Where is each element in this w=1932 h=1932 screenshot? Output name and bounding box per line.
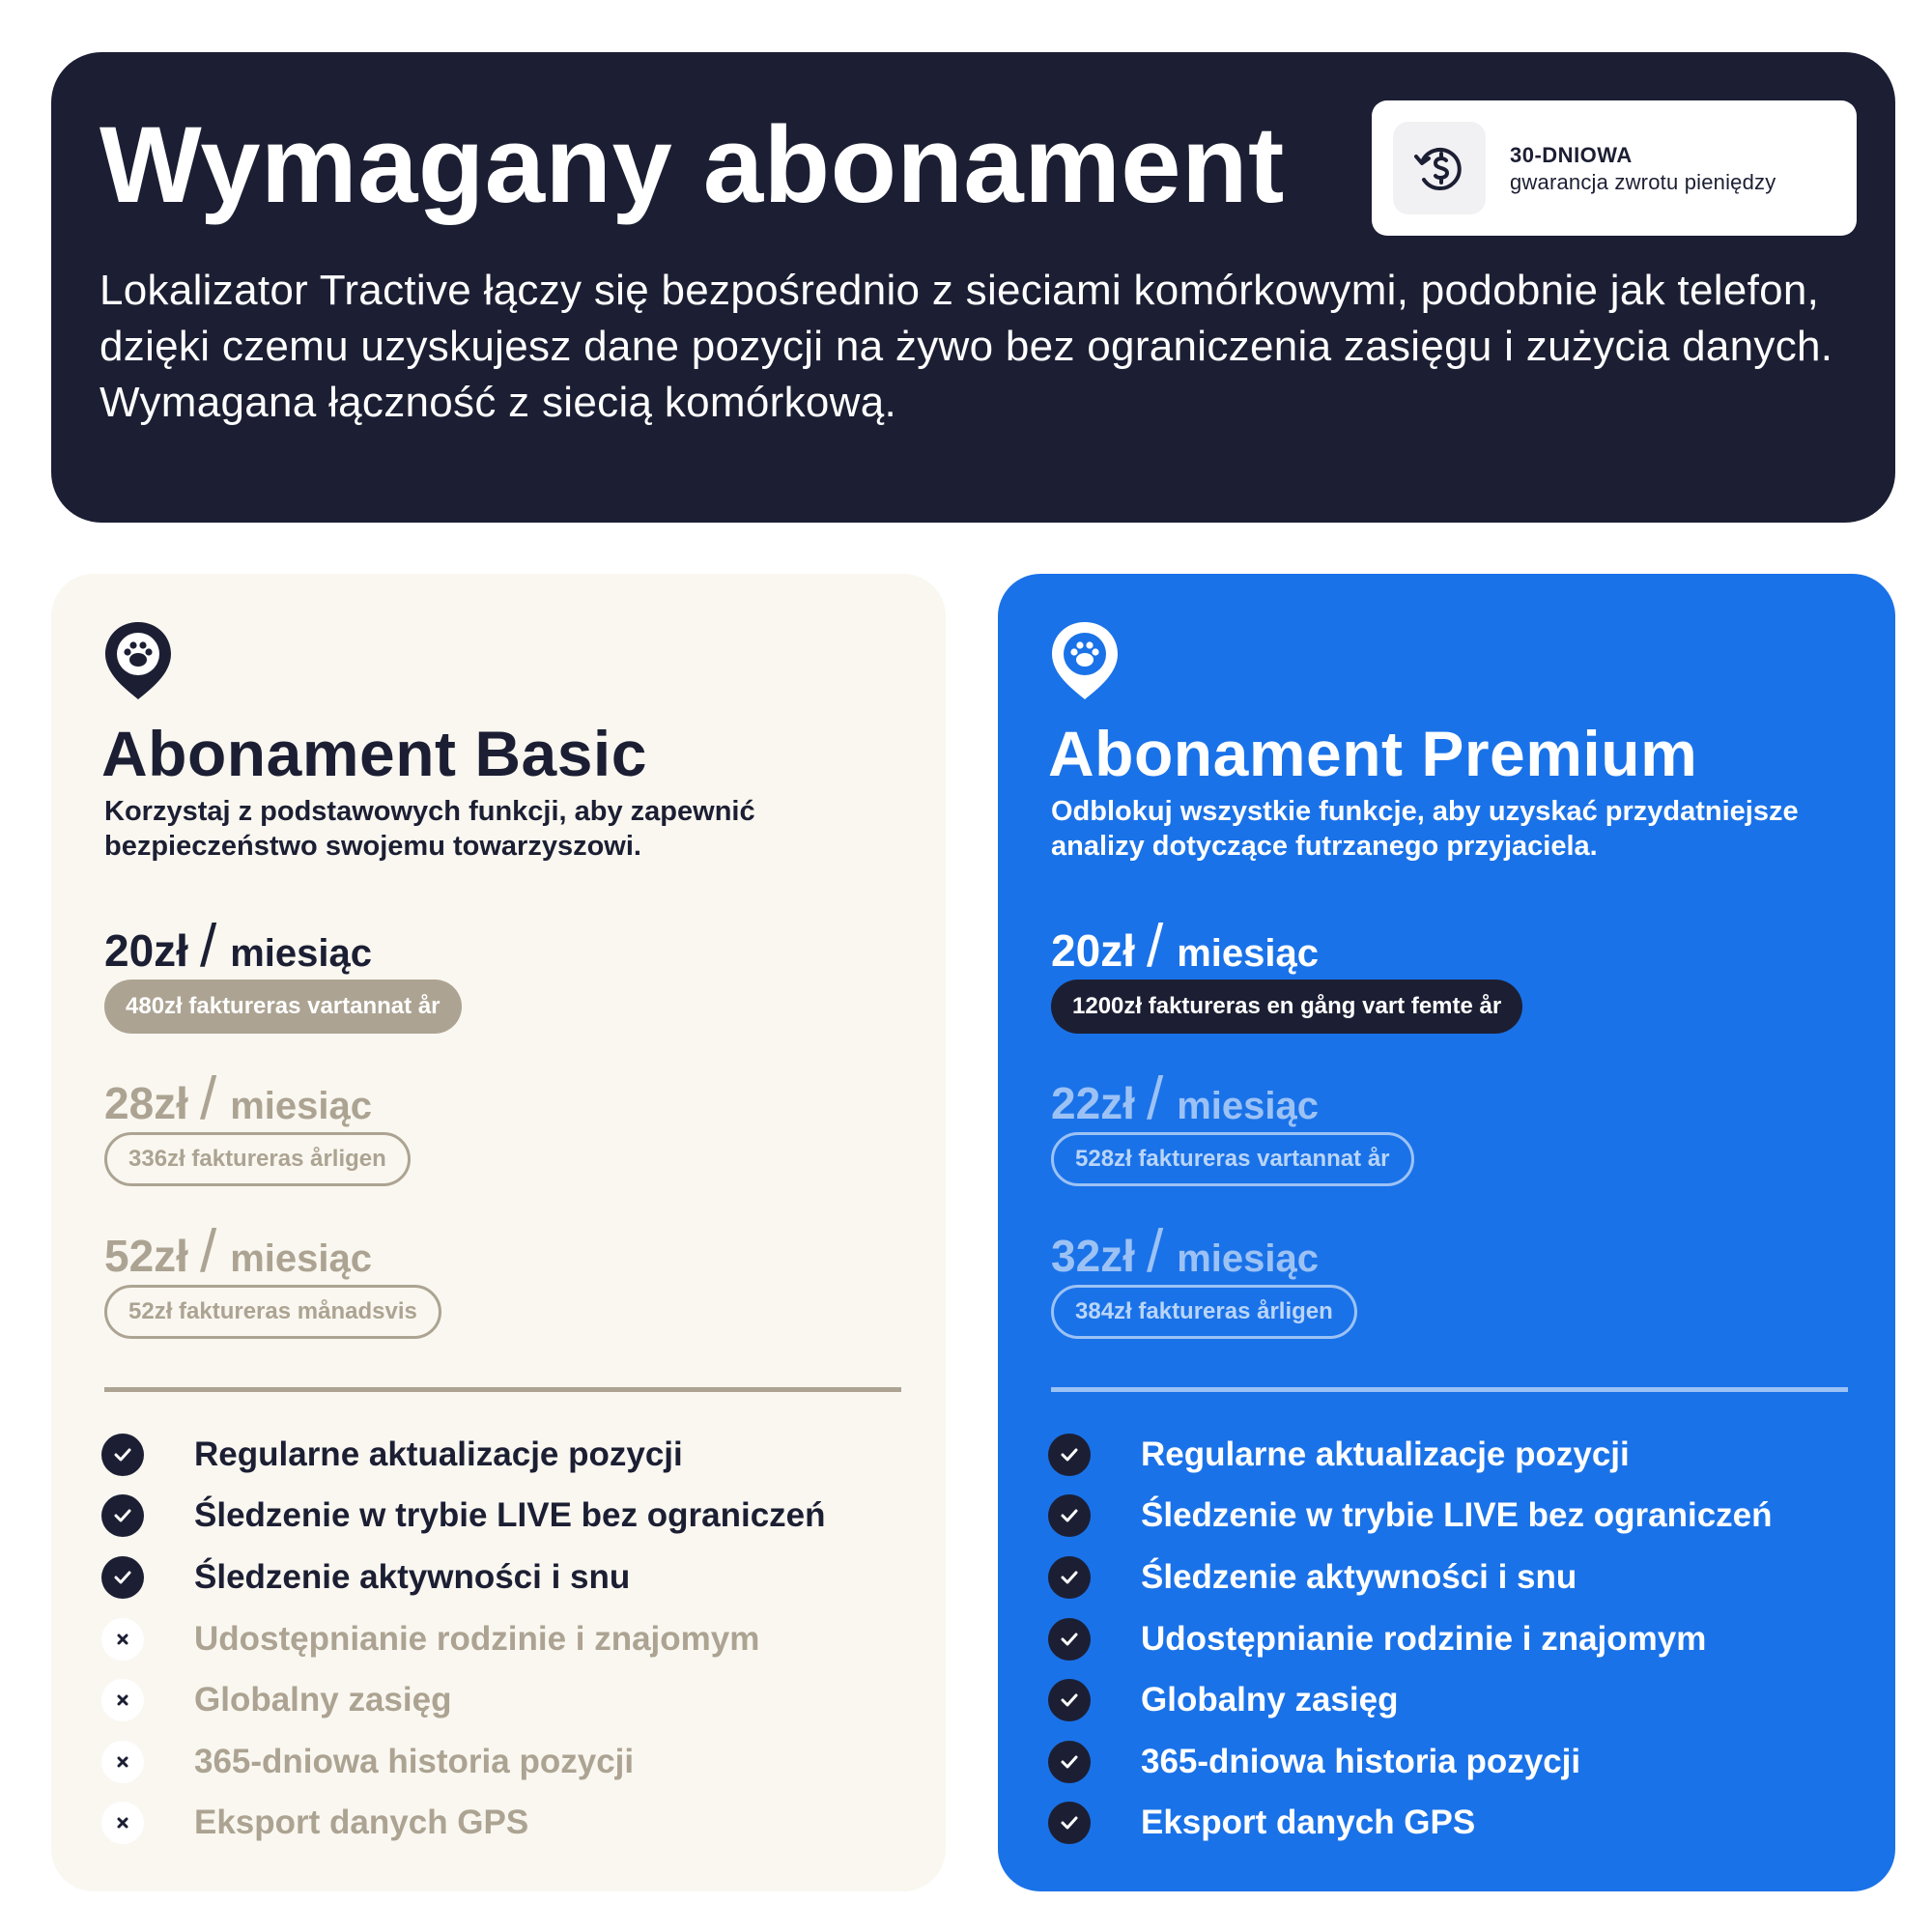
price-period: miesiąc bbox=[1177, 932, 1319, 975]
feature-label: Regularne aktualizacje pozycji bbox=[1141, 1435, 1630, 1473]
price-amount: 20zł bbox=[104, 925, 188, 976]
price-option-2[interactable] bbox=[104, 1065, 372, 1133]
feature-item bbox=[101, 1424, 826, 1486]
plan-title: Abonament Basic bbox=[101, 718, 647, 789]
price-separator: / bbox=[1146, 913, 1164, 980]
feature-label: Śledzenie w trybie LIVE bez ograniczeń bbox=[194, 1496, 826, 1535]
feature-label: Eksport danych GPS bbox=[194, 1804, 529, 1842]
price-option-1[interactable] bbox=[1051, 912, 1319, 980]
price-separator: / bbox=[199, 913, 217, 980]
price-option-3[interactable] bbox=[104, 1217, 372, 1286]
feature-label: Śledzenie w trybie LIVE bez ograniczeń bbox=[1141, 1496, 1773, 1535]
feature-label: Globalny zasięg bbox=[1141, 1681, 1399, 1719]
price-option-1[interactable] bbox=[104, 912, 372, 980]
billing-pill[interactable]: 528zł faktureras vartannat år bbox=[1051, 1132, 1414, 1186]
check-icon bbox=[101, 1556, 144, 1599]
feature-item bbox=[101, 1608, 826, 1670]
feature-item bbox=[1048, 1486, 1773, 1548]
check-icon bbox=[1048, 1741, 1091, 1783]
feature-item bbox=[101, 1731, 826, 1793]
cross-icon bbox=[101, 1802, 144, 1844]
feature-label: Śledzenie aktywności i snu bbox=[194, 1557, 631, 1596]
price-option-2[interactable] bbox=[1051, 1065, 1319, 1133]
price-period: miesiąc bbox=[230, 1085, 372, 1127]
divider bbox=[104, 1387, 901, 1392]
cross-icon bbox=[101, 1679, 144, 1721]
check-icon bbox=[1048, 1434, 1091, 1476]
paw-location-pin-icon bbox=[1048, 618, 1122, 703]
price-amount: 32zł bbox=[1051, 1231, 1135, 1281]
plan-title: Abonament Premium bbox=[1048, 718, 1698, 789]
feature-item bbox=[1048, 1547, 1773, 1608]
check-icon bbox=[1048, 1618, 1091, 1661]
check-icon bbox=[1048, 1494, 1091, 1537]
plan-card-basic[interactable] bbox=[51, 574, 946, 1891]
feature-item bbox=[1048, 1608, 1773, 1670]
price-amount: 52zł bbox=[104, 1231, 188, 1281]
feature-label: 365-dniowa historia pozycji bbox=[194, 1742, 635, 1780]
billing-pill[interactable]: 480zł faktureras vartannat år bbox=[104, 980, 462, 1034]
feature-item bbox=[1048, 1731, 1773, 1793]
price-amount: 20zł bbox=[1051, 925, 1135, 976]
plan-card-premium[interactable] bbox=[998, 574, 1895, 1891]
feature-item bbox=[101, 1547, 826, 1608]
check-icon bbox=[1048, 1679, 1091, 1721]
divider bbox=[1051, 1387, 1848, 1392]
price-separator: / bbox=[1146, 1218, 1164, 1285]
billing-pill[interactable]: 1200zł faktureras en gång vart femte år bbox=[1051, 980, 1522, 1034]
billing-pill[interactable]: 384zł faktureras årligen bbox=[1051, 1285, 1357, 1339]
guarantee-text: gwarancja zwrotu pieniędzy bbox=[1510, 170, 1776, 194]
money-back-icon bbox=[1393, 122, 1486, 214]
price-amount: 22zł bbox=[1051, 1078, 1135, 1128]
feature-label: Eksport danych GPS bbox=[1141, 1804, 1476, 1842]
price-period: miesiąc bbox=[230, 1237, 372, 1280]
price-separator: / bbox=[199, 1065, 217, 1132]
plan-description: Korzystaj z podstawowych funkcji, aby zapewnić bezpieczeństwo swojemu towarzyszowi. bbox=[104, 796, 755, 862]
feature-item bbox=[1048, 1669, 1773, 1731]
feature-label: Udostępnianie rodzinie i znajomym bbox=[1141, 1619, 1707, 1658]
price-period: miesiąc bbox=[1177, 1237, 1319, 1280]
plan-description: Odblokuj wszystkie funkcje, aby uzyskać przydatniejsze analizy dotyczące futrzanego przyjaciela. bbox=[1051, 796, 1799, 862]
feature-item bbox=[101, 1669, 826, 1731]
feature-item bbox=[1048, 1424, 1773, 1486]
price-separator: / bbox=[1146, 1065, 1164, 1132]
hero-banner bbox=[51, 52, 1895, 523]
cross-icon bbox=[101, 1618, 144, 1661]
page-title: Wymagany abonament bbox=[99, 104, 1285, 225]
feature-item bbox=[101, 1486, 826, 1548]
check-icon bbox=[1048, 1802, 1091, 1844]
paw-location-pin-icon bbox=[101, 618, 175, 703]
feature-label: Regularne aktualizacje pozycji bbox=[194, 1435, 683, 1473]
price-period: miesiąc bbox=[230, 932, 372, 975]
money-back-guarantee-badge bbox=[1372, 100, 1857, 236]
feature-label: Udostępnianie rodzinie i znajomym bbox=[194, 1619, 760, 1658]
feature-list bbox=[1048, 1424, 1773, 1854]
billing-pill[interactable]: 52zł faktureras månadsvis bbox=[104, 1285, 441, 1339]
feature-list bbox=[101, 1424, 826, 1854]
feature-label: Globalny zasięg bbox=[194, 1681, 452, 1719]
hero-description: Lokalizator Tractive łączy się bezpośrednio z sieciami komórkowymi, podobnie jak telefon, dzięki czemu uzyskujesz dane pozycji na żywo bez ograniczenia zasięgu i zużycia danych. Wymagana łączność z siecią komórkową. bbox=[99, 267, 1833, 426]
feature-item bbox=[1048, 1793, 1773, 1855]
check-icon bbox=[101, 1494, 144, 1537]
price-amount: 28zł bbox=[104, 1078, 188, 1128]
guarantee-duration: 30-DNIOWA bbox=[1510, 143, 1633, 167]
check-icon bbox=[101, 1434, 144, 1476]
price-separator: / bbox=[199, 1218, 217, 1285]
feature-item bbox=[101, 1793, 826, 1855]
billing-pill[interactable]: 336zł faktureras årligen bbox=[104, 1132, 411, 1186]
price-option-3[interactable] bbox=[1051, 1217, 1319, 1286]
check-icon bbox=[1048, 1556, 1091, 1599]
feature-label: Śledzenie aktywności i snu bbox=[1141, 1557, 1577, 1596]
cross-icon bbox=[101, 1741, 144, 1783]
price-period: miesiąc bbox=[1177, 1085, 1319, 1127]
feature-label: 365-dniowa historia pozycji bbox=[1141, 1742, 1581, 1780]
